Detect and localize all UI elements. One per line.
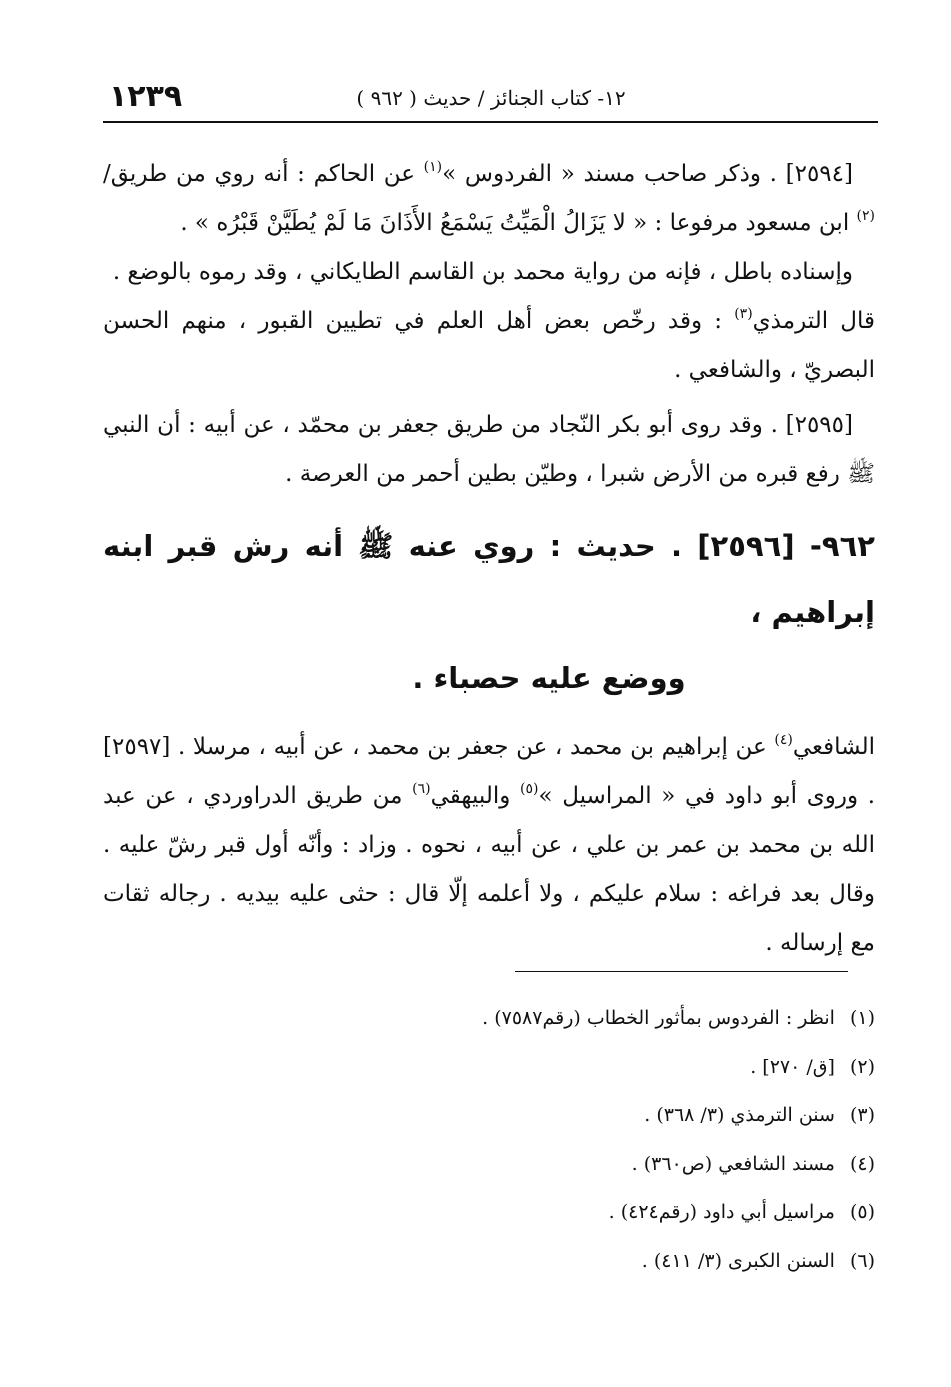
paragraph-isnad-note: وإسناده باطل ، فإنه من رواية محمد بن القاسم الطايكاني ، وقد رموه بالوضع .	[112, 259, 853, 285]
footnote-item	[300, 994, 875, 1043]
paragraph-shafii	[103, 723, 875, 968]
footnote-mark: (٦)	[849, 1249, 875, 1272]
paragraph-text: عن إبراهيم بن محمد ، عن جعفر بن محمد ، عن أبيه ، مرسلا . [٢٥٩٧] . وروى أبو داود في « المراسيل »	[103, 734, 876, 809]
page-number: ١٢٣٩	[109, 79, 183, 114]
footnote-ref: (٦)	[412, 781, 431, 797]
paragraph-text: ابن مسعود مرفوعا : « لا يَزَالُ الْمَيِّتُ يَسْمَعُ الأَذَانَ مَا لَمْ يُطَيَّنْ قَبْرُه » .	[180, 210, 857, 236]
footnote-rule	[515, 971, 848, 972]
footnote-mark: (٣)	[849, 1104, 875, 1126]
hadith-heading-line: ووضع عليه حصباء .	[412, 661, 686, 695]
paragraph-text: عن الحاكم : أنه روي من طريق/	[103, 161, 424, 187]
main-text	[103, 150, 875, 968]
footnote-text: مسند الشافعي (ص٣٦٠) .	[631, 1152, 835, 1175]
paragraph-text: والبيهقي	[430, 783, 521, 809]
footnote-text: مراسيل أبي داود (رقم٤٢٤) .	[608, 1201, 835, 1223]
footnote-mark: (١)	[849, 1007, 875, 1029]
footnote-ref: (٢)	[856, 208, 875, 224]
paragraph-text: [٢٥٩٤] . وذكر صاحب مسند « الفردوس »	[442, 161, 853, 187]
footnotes-list	[300, 994, 875, 1285]
paragraph-tirmidhi	[103, 297, 875, 395]
footnote-item	[300, 1091, 875, 1140]
footnote-ref: (٥)	[520, 781, 539, 797]
footnote-mark: (٢)	[849, 1055, 875, 1078]
footnote-item	[300, 1188, 875, 1237]
paragraph-2594	[103, 150, 875, 248]
header-rule	[103, 121, 878, 123]
footnote-item	[300, 1043, 875, 1092]
paragraph-text: من طريق الدراوردي ، عن عبد الله بن محمد بن عمر بن علي ، عن أبيه ، نحوه . وزاد : وأنّه أول قبر رشّ عليه . وقال بعد فراغه : سلام عليكم ، ولا أعلمه إلّا قال : حثى عليه بيديه . رجاله ثقات مع إرساله .	[103, 783, 875, 956]
footnote-ref: (٤)	[774, 732, 793, 748]
paragraph-text: الشافعي	[792, 734, 875, 760]
footnote-text: سنن الترمذي (٣/ ٣٦٨) .	[644, 1104, 835, 1126]
paragraph-2595: [٢٥٩٥] . وقد روى أبو بكر النّجاد من طريق جعفر بن محمّد ، عن أبيه : أن النبي ﷺ رفع قبره من الأرض شبرا ، وطيّن بطين أحمر من العرصة .	[103, 412, 875, 487]
footnote-item	[300, 1140, 875, 1189]
hadith-heading	[103, 513, 875, 711]
footnote-ref: (٣)	[734, 306, 753, 322]
footnote-ref: (١)	[423, 159, 443, 175]
page-header	[105, 78, 877, 118]
footnote-text: السنن الكبرى (٣/ ٤١١) .	[641, 1249, 835, 1272]
paragraph-text: : وقد رخّص بعض أهل العلم في تطيين القبور ، منهم الحسن البصريّ ، والشافعي .	[103, 308, 875, 383]
footnote-text: انظر : الفردوس بمأثور الخطاب (رقم٧٥٨٧) .	[482, 1007, 835, 1029]
footnote-text: [ق/ ٢٧٠] .	[750, 1055, 835, 1078]
footnote-item	[300, 1237, 875, 1286]
paragraph-text: قال الترمذي	[752, 308, 875, 334]
running-head: ١٢- كتاب الجنائز / حديث ( ٩٦٢ )	[356, 86, 626, 110]
footnote-mark: (٤)	[849, 1152, 875, 1175]
footnote-mark: (٥)	[849, 1201, 875, 1223]
hadith-heading-line: ٩٦٢- [٢٥٩٦] . حديث : روي عنه ﷺ أنه رش قبر ابنه إبراهيم ،	[103, 529, 876, 629]
